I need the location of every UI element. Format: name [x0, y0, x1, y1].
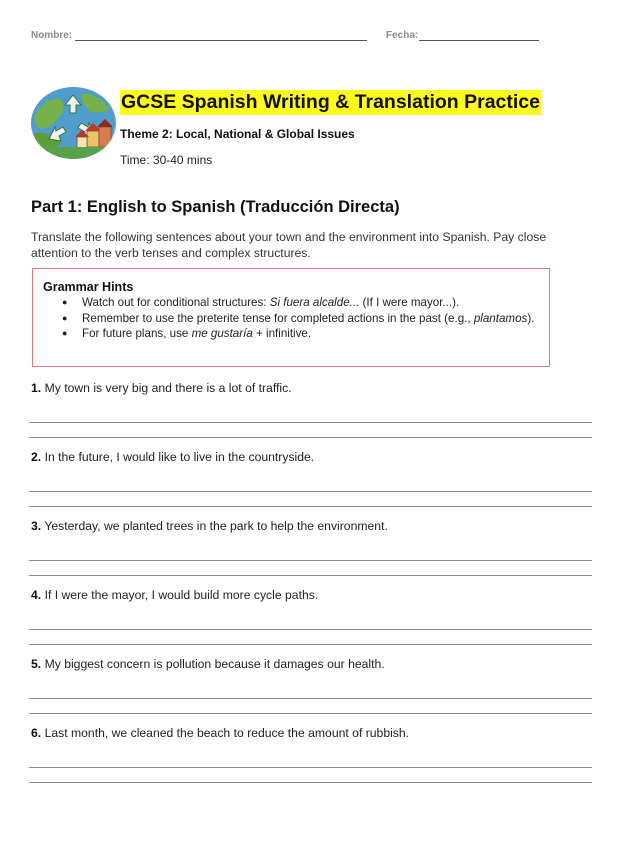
worksheet-title: GCSE Spanish Writing & Translation Practice [121, 91, 540, 113]
question-4: 4. If I were the mayor, I would build more cycle paths. [31, 588, 319, 602]
answer-line[interactable] [29, 422, 592, 423]
answer-line[interactable] [29, 560, 592, 561]
answer-line[interactable] [29, 644, 592, 645]
answer-line[interactable] [29, 506, 592, 507]
recycle-globe-icon [31, 87, 116, 159]
time-estimate: Time: 30-40 mins [120, 153, 213, 167]
question-3: 3. Yesterday, we planted trees in the park to help the environment. [31, 519, 388, 533]
question-5: 5. My biggest concern is pollution because it damages our health. [31, 657, 385, 671]
answer-line[interactable] [29, 575, 592, 576]
answer-line[interactable] [29, 698, 592, 699]
question-2: 2. In the future, I would like to live in the countryside. [31, 450, 315, 464]
date-label: Fecha: [386, 30, 419, 41]
answer-line[interactable] [29, 437, 592, 438]
name-field[interactable] [75, 40, 367, 41]
theme-subtitle: Theme 2: Local, National & Global Issues [120, 127, 355, 141]
name-label: Nombre: [31, 30, 73, 41]
part1-instructions: Translate the following sentences about your town and the environment into Spanish. Pay close attention to the verb tenses and complex structures. [31, 230, 547, 260]
date-field[interactable] [419, 40, 539, 41]
grammar-hints-title: Grammar Hints [43, 280, 134, 294]
grammar-hints-box [32, 268, 550, 367]
hint-item: ● For future plans, use me gustaría + infinitive. [82, 326, 539, 342]
answer-line[interactable] [29, 629, 592, 630]
answer-line[interactable] [29, 491, 592, 492]
question-6: 6. Last month, we cleaned the beach to reduce the amount of rubbish. [31, 726, 410, 740]
grammar-hints-list [43, 295, 539, 342]
question-1: 1. My town is very big and there is a lot of traffic. [31, 381, 292, 395]
hint-item: ● Watch out for conditional structures: Si fuera alcalde... (If I were mayor...). [82, 295, 539, 311]
answer-line[interactable] [29, 782, 592, 783]
answer-line[interactable] [29, 767, 592, 768]
hint-item: ● Remember to use the preterite tense for completed actions in the past (e.g., plantamos). [82, 311, 539, 327]
part1-heading: Part 1: English to Spanish (Traducción Directa) [31, 198, 400, 216]
answer-line[interactable] [29, 713, 592, 714]
